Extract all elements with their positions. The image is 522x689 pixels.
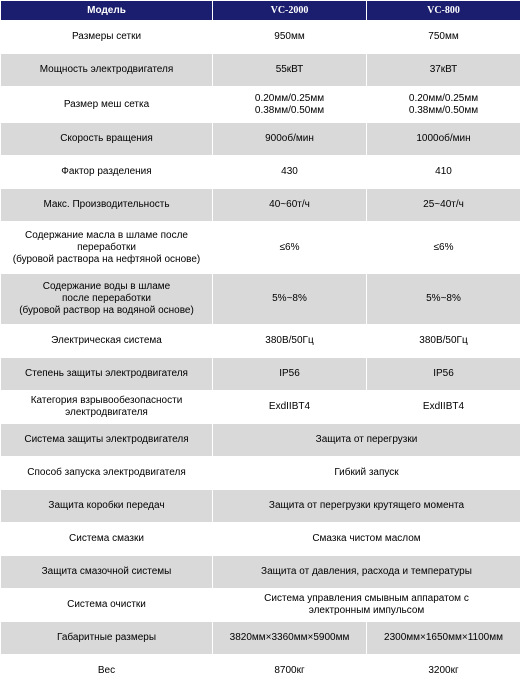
row-label: Система очистки — [1, 589, 213, 622]
vc800-value-line: 0.38мм/0.50мм — [408, 104, 479, 116]
vc2000-value-line: 0.38мм/0.50мм — [254, 104, 325, 116]
vc2000-value — [213, 87, 367, 123]
table-row — [1, 189, 521, 222]
row-label: Система защиты электродвигателя — [1, 424, 213, 457]
table-row — [1, 123, 521, 156]
row-label — [1, 222, 213, 274]
merged-value-line: Система управления смывным аппаратом с — [264, 593, 469, 604]
table-row — [1, 523, 521, 556]
merged-value — [213, 589, 521, 622]
row-label: Электрическая система — [1, 325, 213, 358]
table-row — [1, 490, 521, 523]
row-label-line: (буровой раствора на нефтяной основе) — [12, 253, 201, 265]
vc2000-value: 40~60т/ч — [213, 189, 367, 222]
vc800-value: ExdIIBT4 — [367, 391, 521, 424]
vc2000-value: IP56 — [213, 358, 367, 391]
row-label: Защита коробки передач — [1, 490, 213, 523]
table-row — [1, 589, 521, 622]
table-row — [1, 457, 521, 490]
vc800-value: 25~40т/ч — [367, 189, 521, 222]
row-label: Макс. Производительность — [1, 189, 213, 222]
vc2000-value: 900об/мин — [213, 123, 367, 156]
row-label-line: электродвигателя — [65, 407, 148, 418]
spec-body — [1, 21, 521, 688]
row-label-line: после переработки — [62, 293, 151, 304]
table-row — [1, 222, 521, 274]
table-row — [1, 87, 521, 123]
vc800-value-line: 0.20мм/0.25мм — [408, 92, 479, 104]
vc800-value: 2300мм×1650мм×1100мм — [367, 622, 521, 655]
merged-value: Защита от давления, расхода и температуры — [213, 556, 521, 589]
merged-value: Смазка чистом маслом — [213, 523, 521, 556]
vc2000-value: 5%~8% — [213, 274, 367, 325]
row-label: Система смазки — [1, 523, 213, 556]
vc800-header: VC-800 — [367, 1, 521, 21]
row-label: Вес — [1, 655, 213, 688]
model-header: Модель — [1, 1, 213, 21]
table-row — [1, 358, 521, 391]
row-label: Защита смазочной системы — [1, 556, 213, 589]
table-row — [1, 156, 521, 189]
table-row — [1, 655, 521, 688]
table-row — [1, 622, 521, 655]
row-label: Габаритные размеры — [1, 622, 213, 655]
vc800-value — [367, 87, 521, 123]
table-row — [1, 325, 521, 358]
row-label: Размеры сетки — [1, 21, 213, 54]
vc800-value: ≤6% — [367, 222, 521, 274]
row-label: Мощность электродвигателя — [1, 54, 213, 87]
row-label — [1, 391, 213, 424]
vc2000-value: 430 — [213, 156, 367, 189]
vc2000-value: 3820мм×3360мм×5900мм — [213, 622, 367, 655]
table-row — [1, 21, 521, 54]
vc2000-value: 55кВТ — [213, 54, 367, 87]
vc2000-value: 8700кг — [213, 655, 367, 688]
vc2000-value: ExdIIBT4 — [213, 391, 367, 424]
vc800-value: 37кВТ — [367, 54, 521, 87]
vc800-value: 1000об/мин — [367, 123, 521, 156]
row-label: Степень защиты электродвигателя — [1, 358, 213, 391]
vc2000-header: VC-2000 — [213, 1, 367, 21]
table-row — [1, 391, 521, 424]
row-label-line: Содержание масла в шламе после — [25, 229, 188, 241]
header-row — [1, 1, 521, 21]
table-row — [1, 274, 521, 325]
row-label-line: переработки — [77, 241, 136, 253]
row-label: Размер меш сетка — [1, 87, 213, 123]
row-label: Скорость вращения — [1, 123, 213, 156]
row-label: Фактор разделения — [1, 156, 213, 189]
table-row — [1, 54, 521, 87]
vc800-value: 3200кг — [367, 655, 521, 688]
vc800-value: 750мм — [367, 21, 521, 54]
vc800-value: IP56 — [367, 358, 521, 391]
row-label — [1, 274, 213, 325]
merged-value: Защита от перегрузки крутящего момента — [213, 490, 521, 523]
row-label: Способ запуска электродвигателя — [1, 457, 213, 490]
table-row — [1, 424, 521, 457]
row-label-line: Содержание воды в шламе — [42, 281, 171, 292]
merged-value: Защита от перегрузки — [213, 424, 521, 457]
merged-value-line: электронным импульсом — [308, 605, 425, 616]
vc800-value: 410 — [367, 156, 521, 189]
table-row — [1, 556, 521, 589]
vc2000-value: ≤6% — [213, 222, 367, 274]
vc2000-value: 950мм — [213, 21, 367, 54]
merged-value: Гибкий запуск — [213, 457, 521, 490]
row-label-line: (буровой раствор на водяной основе) — [19, 305, 194, 316]
vc800-value: 5%~8% — [367, 274, 521, 325]
row-label-line: Категория взрывообезопасности — [30, 395, 183, 406]
vc800-value: 380В/50Гц — [367, 325, 521, 358]
vc2000-value-line: 0.20мм/0.25мм — [254, 92, 325, 104]
vc2000-value: 380В/50Гц — [213, 325, 367, 358]
